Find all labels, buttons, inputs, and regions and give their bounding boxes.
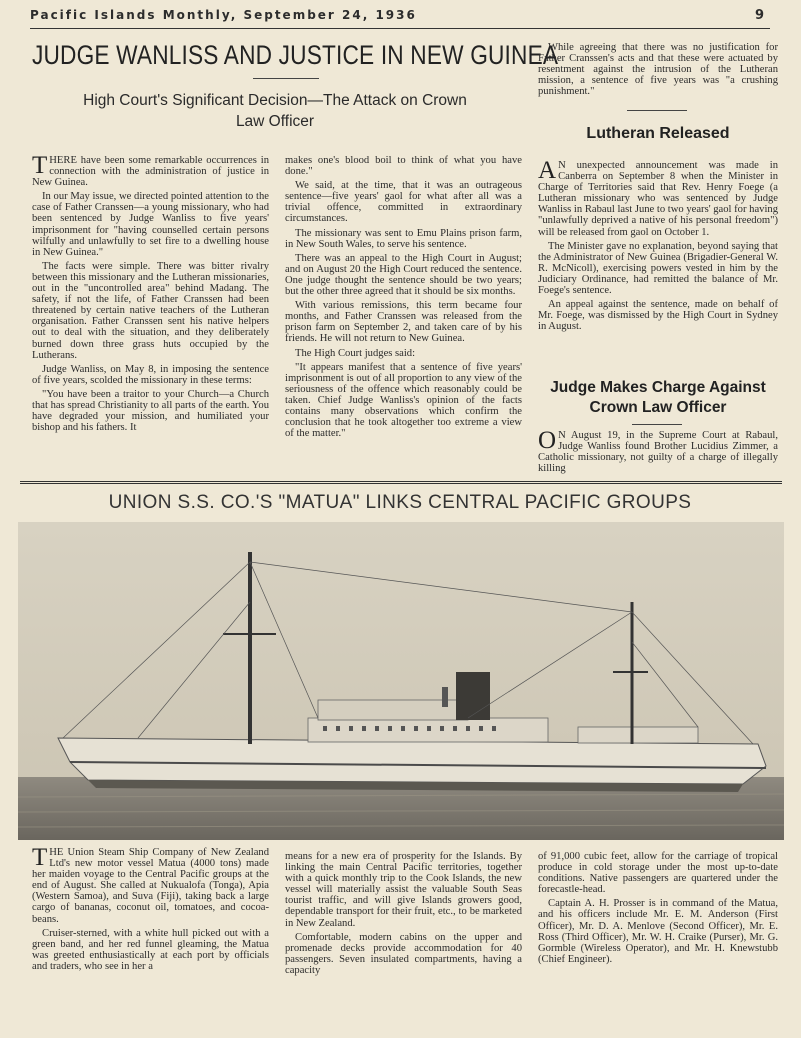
- paragraph: The Minister gave no explanation, beyond saying that the Administrator of New Guinea (Brigadier-General W. R. McNicoll), exercising powers vested in him by the Judiciary Ordinance, had remitted the balance of Mr. Foege's sentence.: [538, 240, 778, 297]
- paragraph: means for a new era of prosperity for the Islands. By linking the main Central Pacific territories, together with a quick monthly trip to the Cook Islands, the new vessel will materially assist the valuable South Seas tourist traffic, and will give Islands growers good, dependable transport for their fruit, etc., to be marketed in New Zealand.: [285, 851, 522, 929]
- drop-cap: O: [538, 430, 557, 454]
- article-subhead: [40, 90, 510, 132]
- paragraph: The missionary was sent to Emu Plains prison farm, in New South Wales, to serve his sentence.: [285, 227, 522, 250]
- section-divider: [627, 110, 687, 111]
- paragraph-text: HE Union Steam Ship Company of New Zealand Ltd's new motor vessel Matua (4000 tons) made her maiden voyage to the Central Pacific groups at the end of August. She called at Nukualofa (Tonga), Apia (Western Samoa), and Suva (Fiji), taking back a large cargo of bananas, coconut oil, tomatoes, and cocoa-beans.: [32, 847, 269, 925]
- paragraph-text: N August 19, in the Supreme Court at Rabaul, Judge Wanliss found Brother Lucidius Zimmer, a Catholic missionary, not guilty of a charge of illegally killing: [538, 430, 778, 474]
- judge-charge-heading: [535, 378, 781, 418]
- subhead-line-2: Law Officer: [235, 113, 315, 130]
- matua-banner: UNION S.S. CO.'S "MATUA" LINKS CENTRAL PACIFIC GROUPS: [108, 492, 692, 513]
- article-headline: JUDGE WANLISS AND JUSTICE IN NEW GUINEA: [32, 40, 559, 70]
- article-column-2: [285, 155, 522, 475]
- paragraph: The High Court judges said:: [295, 347, 416, 359]
- lutheran-column: [538, 160, 778, 358]
- paragraph: [32, 847, 269, 925]
- paragraph: "You have been a traitor to your Church—a Church that has spread Christianity to all parts of the earth. You have degraded your mission, and humiliated your bishop and his fathers. It: [32, 388, 269, 434]
- paragraph: Comfortable, modern cabins on the upper and promenade decks provide accommodation for 40 passengers. Seven insulated compartments, having a capacity: [285, 931, 522, 976]
- paragraph: In our May issue, we directed pointed attention to the case of Father Cranssen—a young missionary, who had been sentenced by Judge Wanliss to five years' imprisonment for "having counselled certain persons wilfully and unlawfully to set fire to a dwelling house in New Guinea.": [32, 191, 269, 258]
- section-divider: [632, 424, 682, 425]
- matua-column-2: [285, 851, 522, 1027]
- ship-illustration: [18, 522, 784, 840]
- judge-charge-column: [538, 430, 778, 474]
- masthead: [30, 8, 770, 26]
- section-double-rule: [20, 481, 782, 484]
- ship-photograph: [18, 522, 784, 840]
- lutheran-heading: Lutheran Released: [586, 125, 730, 142]
- matua-column-1: [32, 847, 269, 1027]
- paragraph: of 91,000 cubic feet, allow for the carriage of tropical produce in cold storage under the most up-to-date conditions. Native passengers are quartered under the forecastle-head.: [538, 851, 778, 896]
- page-number: 9: [754, 8, 764, 23]
- masthead-text: Pacific Islands Monthly, September 24, 1936: [30, 8, 417, 22]
- paragraph: Cruiser-sterned, with a white hull picked out with a green band, and her red funnel gleaming, the Matua was greeted enthusiastically at each port by officials and traders, who see in her a: [32, 927, 269, 972]
- paragraph: While agreeing that there was no justification for Father Cranssen's acts and that these were actuated by resentment against the intrusion of the Lutheran mission, a sentence of five years was "a crushing punishment.": [538, 42, 778, 98]
- subhead-line-1: High Court's Significant Decision—The Attack on Crown: [83, 92, 467, 109]
- paragraph: [538, 160, 778, 238]
- matua-column-3: [538, 851, 778, 1027]
- paragraph: With various remissions, this term became four months, and Father Cranssen was released from the prison farm on September 2, and taken care of by his friends. He will not return to New Guinea.: [285, 300, 522, 345]
- paragraph: An appeal against the sentence, made on behalf of Mr. Foege, was dismissed by the High Court in Sydney in August.: [538, 299, 778, 333]
- drop-cap: T: [32, 847, 48, 871]
- drop-cap: T: [32, 155, 48, 179]
- paragraph: [538, 430, 778, 474]
- paragraph: "It appears manifest that a sentence of five years' imprisonment is out of all proportion to any view of the seriousness of the offence which reasonably could be taken. Chief Judge Wanliss's opinion of the facts contains many observations which confirm the conclusion that he took altogether too extreme a view of the matter.": [285, 361, 522, 440]
- article-column-1: [32, 155, 269, 475]
- drop-cap: A: [538, 160, 557, 184]
- paragraph-text: N unexpected announcement was made in Canberra on September 8 when the Minister in Charge of Territories said that Rev. Henry Foege (a Lutheran missionary who was sentenced by Judge Wanliss in Rabaul last June to two years' gaol for having "unlawfully deprived a native of his personal freedom") will be released from gaol on October 1.: [538, 160, 778, 238]
- paragraph-text: HERE have been some remarkable occurrences in connection with the administration of justice in New Guinea.: [32, 155, 269, 189]
- headline-divider: [253, 78, 319, 79]
- paragraph: Judge Wanliss, on May 8, in imposing the sentence of five years, scolded the missionary in these terms:: [32, 363, 269, 386]
- paragraph: There was an appeal to the High Court in August; and on August 20 the High Court reduced the sentence. One judge thought the sentence should be two years; but the other three agreed that it should be six months.: [285, 252, 522, 298]
- article-column-3: [538, 42, 778, 104]
- paragraph: [32, 155, 269, 188]
- header-rule: [30, 28, 770, 29]
- heading-line-1: Judge Makes Charge Against: [550, 379, 766, 396]
- heading-line-2: Crown Law Officer: [589, 399, 727, 416]
- paragraph: We said, at the time, that it was an outrageous sentence—five years' gaol for what after all was a trivial offence, committed in extraordinary circumstances.: [285, 180, 522, 225]
- paragraph: The facts were simple. There was bitter rivalry between this missionary and the Lutheran missionaries, out in the "uncontrolled area" behind Madang. The safety, if not the life, of Father Cranssen had been threatened by certain native teachers of the Lutheran organisation. Father Cranssen sent his native helpers out to deal with the situation, and they deliberately burned down three grass huts occupied by the Lutherans.: [32, 260, 269, 361]
- paragraph: Captain A. H. Prosser is in command of the Matua, and his officers include Mr. E. M. Anderson (First Officer), Mr. D. A. Menlove (Second Officer), Mr. E. Ross (Third Officer), Mr. W. H. Craike (Purser), Mr. G. Gormble (Wireless Operator), and Mr. H. Knewstubb (Chief Engineer).: [538, 898, 778, 965]
- paragraph: makes one's blood boil to think of what you have done.": [285, 155, 522, 178]
